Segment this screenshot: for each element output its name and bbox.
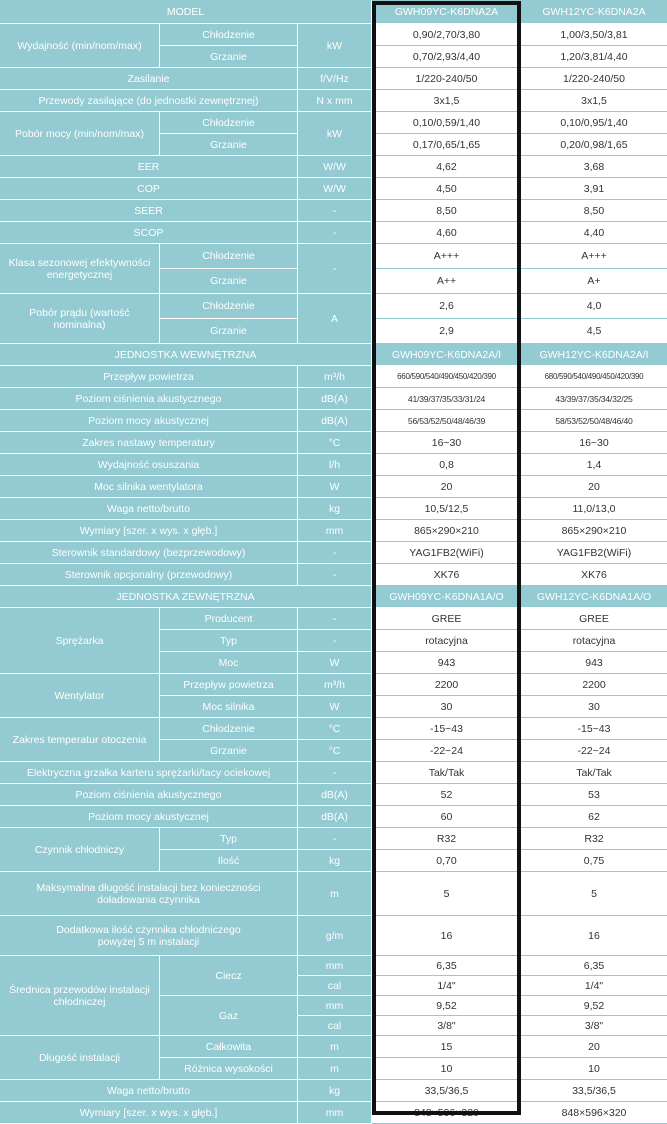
outdoor-sound-pressure-unit: dB(A) (298, 784, 372, 806)
max-length-value-model-2: 5 (521, 872, 667, 916)
power-input-value-model-1: 0,17/0,65/1,65 (372, 134, 521, 156)
capacity-mode-label: Grzanie (160, 46, 298, 68)
current-value-model-1: 2,9 (372, 319, 521, 344)
scop-label: SCOP (0, 222, 298, 244)
compressor-unit: W (298, 652, 372, 674)
indoor-row-value-model-2: 58/53/52/50/48/46/40 (521, 410, 667, 432)
compressor-value-model-2: GREE (521, 608, 667, 630)
indoor-row-value-model-1: 10,5/12,5 (372, 498, 521, 520)
indoor-row-unit: - (298, 542, 372, 564)
supply-cables-unit: N x mm (298, 90, 372, 112)
power-input-unit: kW (298, 112, 372, 156)
power-input-value-model-2: 0,10/0,95/1,40 (521, 112, 667, 134)
indoor-row-value-model-2: 16~30 (521, 432, 667, 454)
seer-label: SEER (0, 200, 298, 222)
outdoor-dimensions-value-model-2: 848×596×320 (521, 1102, 667, 1124)
refrigerant-unit: kg (298, 850, 372, 872)
install-length-value-model-2: 10 (521, 1058, 667, 1080)
scop-unit: - (298, 222, 372, 244)
outdoor-weight-label: Waga netto/brutto (0, 1080, 298, 1102)
pipe-diameter-value-model-2: 3/8" (521, 1016, 667, 1036)
compressor-value-model-1: GREE (372, 608, 521, 630)
fan-sub-label: Moc silnika (160, 696, 298, 718)
indoor-row-value-model-2: YAG1FB2(WiFi) (521, 542, 667, 564)
refrigerant-label: Czynnik chłodniczy (0, 828, 160, 872)
pipe-sub-label: Ciecz (160, 956, 298, 996)
energy-class-mode-label: Chłodzenie (160, 244, 298, 269)
outdoor-dimensions-unit: mm (298, 1102, 372, 1124)
outdoor-sound-pressure-label: Poziom ciśnienia akustycznego (0, 784, 298, 806)
compressor-value-model-2: 943 (521, 652, 667, 674)
cop-label: COP (0, 178, 298, 200)
extra-refrigerant-value-model-2: 16 (521, 916, 667, 956)
indoor-row-value-model-1: 660/590/540/490/450/420/390 (372, 366, 521, 388)
capacity-label: Wydajność (min/nom/max) (0, 24, 160, 68)
current-value-model-2: 4,5 (521, 319, 667, 344)
indoor-row-unit: dB(A) (298, 410, 372, 432)
capacity-value-model-1: 0,70/2,93/4,40 (372, 46, 521, 68)
max-length-label: Maksymalna długość instalacji bez konieczności doładowania czynnika (0, 872, 298, 916)
seer-value-model-2: 8,50 (521, 200, 667, 222)
eer-unit: W/W (298, 156, 372, 178)
ambient-value-model-1: -15~43 (372, 718, 521, 740)
indoor-row-value-model-2: 43/39/37/35/34/32/25 (521, 388, 667, 410)
capacity-value-model-1: 0,90/2,70/3,80 (372, 24, 521, 46)
indoor-row-label: Poziom mocy akustycznej (0, 410, 298, 432)
indoor-row-label: Waga netto/brutto (0, 498, 298, 520)
compressor-value-model-1: rotacyjna (372, 630, 521, 652)
seer-value-model-1: 8,50 (372, 200, 521, 222)
energy-class-value-model-2: A+ (521, 269, 667, 294)
install-length-unit: m (298, 1058, 372, 1080)
compressor-label: Sprężarka (0, 608, 160, 674)
install-length-label: Długość instalacji (0, 1036, 160, 1080)
indoor-row-value-model-2: 680/590/540/490/450/420/390 (521, 366, 667, 388)
pipe-unit: mm (298, 956, 372, 976)
fan-value-model-2: 2200 (521, 674, 667, 696)
ambient-label: Zakres temperatur otoczenia (0, 718, 160, 762)
outdoor-sound-power-label: Poziom mocy akustycznej (0, 806, 298, 828)
fan-value-model-1: 30 (372, 696, 521, 718)
capacity-mode-label: Chłodzenie (160, 24, 298, 46)
scop-value-model-2: 4,40 (521, 222, 667, 244)
current-label: Pobór prądu (wartość nominalna) (0, 294, 160, 344)
ambient-value-model-1: -22~24 (372, 740, 521, 762)
indoor-row-label: Przepływ powietrza (0, 366, 298, 388)
fan-value-model-1: 2200 (372, 674, 521, 696)
indoor-model-2: GWH12YC-K6DNA2A/I (521, 344, 667, 366)
power-input-mode-label: Chłodzenie (160, 112, 298, 134)
outdoor-sound-power-value-model-2: 62 (521, 806, 667, 828)
refrigerant-value-model-1: 0,70 (372, 850, 521, 872)
outdoor-dimensions-value-model-1: 848×596×320 (372, 1102, 521, 1124)
power-supply-unit: f/V/Hz (298, 68, 372, 90)
pipe-unit: cal (298, 1016, 372, 1036)
ambient-unit: °C (298, 740, 372, 762)
ambient-sub-label: Chłodzenie (160, 718, 298, 740)
capacity-value-model-2: 1,20/3,81/4,40 (521, 46, 667, 68)
current-mode-label: Chłodzenie (160, 294, 298, 319)
indoor-model-1: GWH09YC-K6DNA2A/I (372, 344, 521, 366)
install-length-value-model-1: 10 (372, 1058, 521, 1080)
current-unit: A (298, 294, 372, 344)
supply-cables-value-model-2: 3x1,5 (521, 90, 667, 112)
refrigerant-unit: - (298, 828, 372, 850)
indoor-row-value-model-1: XK76 (372, 564, 521, 586)
power-input-value-model-2: 0,20/0,98/1,65 (521, 134, 667, 156)
outdoor-weight-value-model-2: 33,5/36,5 (521, 1080, 667, 1102)
crankcase-heater-unit: - (298, 762, 372, 784)
crankcase-heater-value-model-2: Tak/Tak (521, 762, 667, 784)
install-length-value-model-2: 20 (521, 1036, 667, 1058)
indoor-row-value-model-1: 865×290×210 (372, 520, 521, 542)
indoor-row-unit: W (298, 476, 372, 498)
pipe-unit: mm (298, 996, 372, 1016)
extra-refrigerant-label: Dodatkowa ilość czynnika chłodniczego powyżej 5 m instalacji (0, 916, 298, 956)
outdoor-model-2: GWH12YC-K6DNA1A/O (521, 586, 667, 608)
energy-class-value-model-1: A+++ (372, 244, 521, 269)
install-length-value-model-1: 15 (372, 1036, 521, 1058)
outdoor-dimensions-label: Wymiary [szer. x wys. x głęb.] (0, 1102, 298, 1124)
pipe-diameter-value-model-2: 9,52 (521, 996, 667, 1016)
model-name-1: GWH09YC-K6DNA2A (372, 0, 521, 24)
pipe-diameter-label: Średnica przewodów instalacji chłodniczej (0, 956, 160, 1036)
fan-unit: W (298, 696, 372, 718)
fan-value-model-2: 30 (521, 696, 667, 718)
energy-class-value-model-2: A+++ (521, 244, 667, 269)
indoor-row-value-model-2: 20 (521, 476, 667, 498)
supply-cables-label: Przewody zasilające (do jednostki zewnętrznej) (0, 90, 298, 112)
indoor-row-unit: °C (298, 432, 372, 454)
power-input-label: Pobór mocy (min/nom/max) (0, 112, 160, 156)
eer-value-model-1: 4,62 (372, 156, 521, 178)
pipe-diameter-value-model-1: 9,52 (372, 996, 521, 1016)
indoor-row-value-model-1: 56/53/52/50/48/46/39 (372, 410, 521, 432)
extra-refrigerant-unit: g/m (298, 916, 372, 956)
outdoor-sound-power-unit: dB(A) (298, 806, 372, 828)
refrigerant-value-model-2: R32 (521, 828, 667, 850)
max-length-value-model-1: 5 (372, 872, 521, 916)
compressor-sub-label: Producent (160, 608, 298, 630)
cop-value-model-2: 3,91 (521, 178, 667, 200)
outdoor-model-1: GWH09YC-K6DNA1A/O (372, 586, 521, 608)
pipe-diameter-value-model-2: 6,35 (521, 956, 667, 976)
power-supply-label: Zasilanie (0, 68, 298, 90)
indoor-row-label: Zakres nastawy temperatury (0, 432, 298, 454)
energy-class-label: Klasa sezonowej efektywności energetycznej (0, 244, 160, 294)
max-length-unit: m (298, 872, 372, 916)
install-length-unit: m (298, 1036, 372, 1058)
cop-unit: W/W (298, 178, 372, 200)
power-supply-value-model-1: 1/220-240/50 (372, 68, 521, 90)
indoor-row-value-model-1: YAG1FB2(WiFi) (372, 542, 521, 564)
ambient-sub-label: Grzanie (160, 740, 298, 762)
power-supply-value-model-2: 1/220-240/50 (521, 68, 667, 90)
indoor-row-value-model-1: 41/39/37/35/33/31/24 (372, 388, 521, 410)
indoor-row-unit: mm (298, 520, 372, 542)
scop-value-model-1: 4,60 (372, 222, 521, 244)
ambient-unit: °C (298, 718, 372, 740)
cop-value-model-1: 4,50 (372, 178, 521, 200)
outdoor-sound-pressure-value-model-1: 52 (372, 784, 521, 806)
energy-class-value-model-1: A++ (372, 269, 521, 294)
seer-unit: - (298, 200, 372, 222)
compressor-sub-label: Typ (160, 630, 298, 652)
refrigerant-value-model-2: 0,75 (521, 850, 667, 872)
indoor-row-unit: l/h (298, 454, 372, 476)
current-value-model-1: 2,6 (372, 294, 521, 319)
outdoor-section-title: JEDNOSTKA ZEWNĘTRZNA (0, 586, 372, 608)
indoor-row-value-model-1: 16~30 (372, 432, 521, 454)
current-value-model-2: 4,0 (521, 294, 667, 319)
indoor-row-value-model-1: 0,8 (372, 454, 521, 476)
energy-class-unit: - (298, 244, 372, 294)
indoor-row-value-model-2: XK76 (521, 564, 667, 586)
indoor-row-label: Sterownik opcjonalny (przewodowy) (0, 564, 298, 586)
indoor-row-unit: - (298, 564, 372, 586)
pipe-diameter-value-model-1: 1/4" (372, 976, 521, 996)
indoor-row-value-model-2: 11,0/13,0 (521, 498, 667, 520)
crankcase-heater-label: Elektryczna grzałka karteru sprężarki/tacy ociekowej (0, 762, 298, 784)
power-input-value-model-1: 0,10/0,59/1,40 (372, 112, 521, 134)
refrigerant-sub-label: Ilość (160, 850, 298, 872)
indoor-row-value-model-1: 20 (372, 476, 521, 498)
compressor-unit: - (298, 630, 372, 652)
compressor-sub-label: Moc (160, 652, 298, 674)
pipe-diameter-value-model-2: 1/4" (521, 976, 667, 996)
pipe-sub-label: Gaz (160, 996, 298, 1036)
indoor-row-unit: dB(A) (298, 388, 372, 410)
indoor-row-label: Wydajność osuszania (0, 454, 298, 476)
supply-cables-value-model-1: 3x1,5 (372, 90, 521, 112)
compressor-unit: - (298, 608, 372, 630)
power-input-mode-label: Grzanie (160, 134, 298, 156)
compressor-value-model-2: rotacyjna (521, 630, 667, 652)
pipe-diameter-value-model-1: 6,35 (372, 956, 521, 976)
fan-sub-label: Przepływ powietrza (160, 674, 298, 696)
indoor-row-label: Poziom ciśnienia akustycznego (0, 388, 298, 410)
fan-label: Wentylator (0, 674, 160, 718)
outdoor-weight-value-model-1: 33,5/36,5 (372, 1080, 521, 1102)
indoor-section-title: JEDNOSTKA WEWNĘTRZNA (0, 344, 372, 366)
outdoor-sound-pressure-value-model-2: 53 (521, 784, 667, 806)
ambient-value-model-2: -15~43 (521, 718, 667, 740)
extra-refrigerant-value-model-1: 16 (372, 916, 521, 956)
indoor-row-label: Sterownik standardowy (bezprzewodowy) (0, 542, 298, 564)
capacity-value-model-2: 1,00/3,50/3,81 (521, 24, 667, 46)
outdoor-sound-power-value-model-1: 60 (372, 806, 521, 828)
model-name-2: GWH12YC-K6DNA2A (521, 0, 667, 24)
current-mode-label: Grzanie (160, 319, 298, 344)
pipe-diameter-value-model-1: 3/8" (372, 1016, 521, 1036)
install-length-sub-label: Różnica wysokości (160, 1058, 298, 1080)
pipe-unit: cal (298, 976, 372, 996)
refrigerant-sub-label: Typ (160, 828, 298, 850)
crankcase-heater-value-model-1: Tak/Tak (372, 762, 521, 784)
fan-unit: m³/h (298, 674, 372, 696)
energy-class-mode-label: Grzanie (160, 269, 298, 294)
indoor-row-value-model-2: 1,4 (521, 454, 667, 476)
ambient-value-model-2: -22~24 (521, 740, 667, 762)
capacity-unit: kW (298, 24, 372, 68)
refrigerant-value-model-1: R32 (372, 828, 521, 850)
eer-value-model-2: 3,68 (521, 156, 667, 178)
indoor-row-unit: m³/h (298, 366, 372, 388)
indoor-row-label: Wymiary [szer. x wys. x głęb.] (0, 520, 298, 542)
install-length-sub-label: Całkowita (160, 1036, 298, 1058)
eer-label: EER (0, 156, 298, 178)
indoor-row-value-model-2: 865×290×210 (521, 520, 667, 542)
indoor-row-unit: kg (298, 498, 372, 520)
model-header-label: MODEL (0, 0, 372, 24)
compressor-value-model-1: 943 (372, 652, 521, 674)
outdoor-weight-unit: kg (298, 1080, 372, 1102)
indoor-row-label: Moc silnika wentylatora (0, 476, 298, 498)
